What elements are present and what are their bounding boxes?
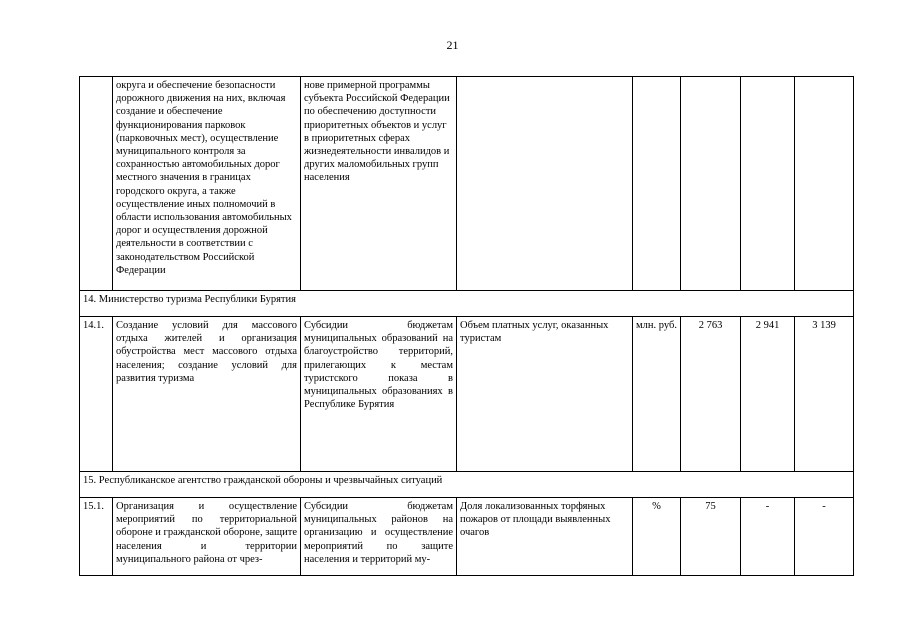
indicator-cell [457, 77, 633, 291]
row-number-cell: 14.1. [80, 317, 113, 472]
value-cell-3 [795, 77, 854, 291]
value-cell-3: 3 139 [795, 317, 854, 472]
table-row [80, 77, 854, 291]
indicator-cell: Доля локализованных торфяных пожаров от площади выявленных очагов [457, 498, 633, 576]
indicator-cell: Объем платных услуг, оказанных туристам [457, 317, 633, 472]
value-cell-2 [741, 77, 795, 291]
value-cell-1 [681, 77, 741, 291]
unit-cell: млн. руб. [633, 317, 681, 472]
value-cell-3: - [795, 498, 854, 576]
measure-cell: Организация и осуществление мероприятий по территориальной обороне и гражданской обороне, защите населения и территории муниципального района от чрез- [113, 498, 301, 576]
subsidy-cell: нове примерной программы субъекта Российской Федерации по обеспечению доступности приоритетных объектов и услуг в приоритетных сферах жизнедеятельности инвалидов и других маломобильных групп населения [301, 77, 457, 291]
value-cell-1: 2 763 [681, 317, 741, 472]
subsidy-cell: Субсидии бюджетам муниципальных образований на благоустройство территорий, прилегающих к местам туристского показа в муниципальных образованиях в Республике Бурятия [301, 317, 457, 472]
value-cell-2: - [741, 498, 795, 576]
page-number: 21 [446, 38, 459, 52]
section-heading-14: 14. Министерство туризма Республики Бурятия [80, 291, 854, 317]
indicators-table [79, 76, 854, 576]
table-row [80, 317, 854, 472]
value-cell-2: 2 941 [741, 317, 795, 472]
measure-cell: Создание условий для массового отдыха жителей и организация обустройства мест массового отдыха населения; создание условий для развития туризма [113, 317, 301, 472]
subsidy-cell: Субсидии бюджетам муниципальных районов на организацию и осуществление мероприятий по защите населения и территорий му- [301, 498, 457, 576]
section-row [80, 291, 854, 317]
table-row [80, 498, 854, 576]
unit-cell [633, 77, 681, 291]
unit-cell: % [633, 498, 681, 576]
row-number-cell [80, 77, 113, 291]
section-heading-15: 15. Республиканское агентство гражданской обороны и чрезвычайных ситуаций [80, 472, 854, 498]
measure-cell: округа и обеспечение безопасности дорожного движения на них, включая создание и обеспечение функционирования парковок (парковочных мест), осуществление муниципального контроля за сохранностью автомобильных дорог местного значения в границах городского округа, а также осуществление иных полномочий в области использования автомобильных дорог и осуществления дорожной деятельности в соответствии с законодательством Российской Федерации [113, 77, 301, 291]
row-number-cell: 15.1. [80, 498, 113, 576]
value-cell-1: 75 [681, 498, 741, 576]
section-row [80, 472, 854, 498]
